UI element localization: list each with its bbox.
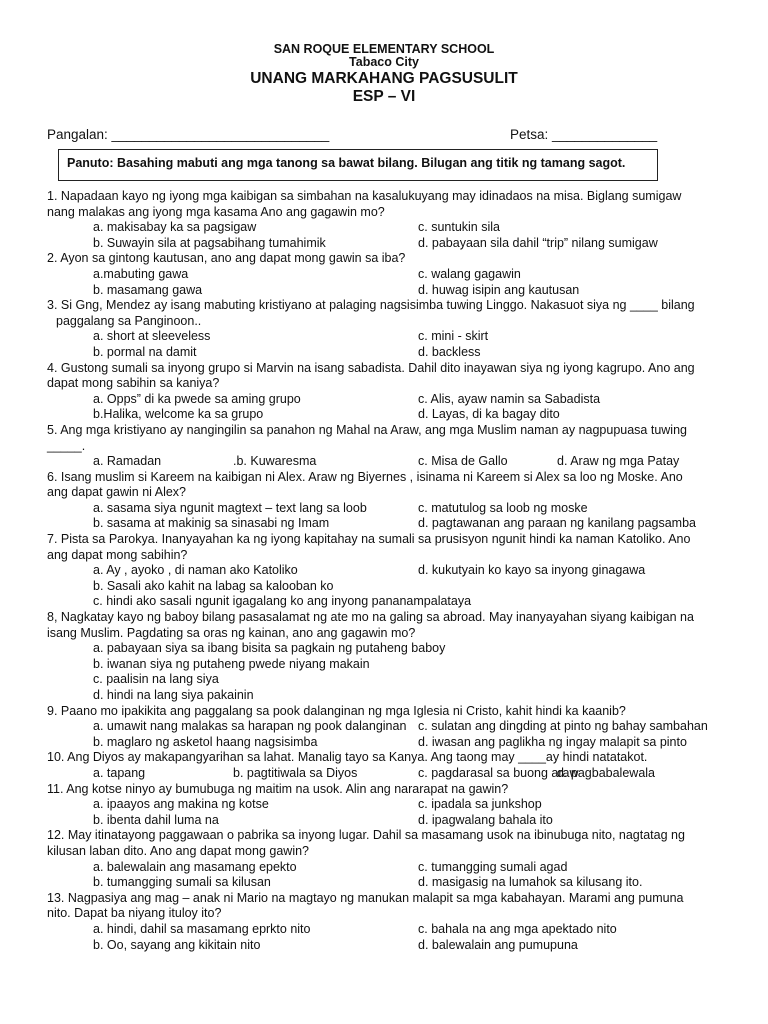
answer-option[interactable]: a. Opps” di ka pwede sa aming grupo	[93, 391, 301, 406]
answer-option[interactable]: c. hindi ako sasali ngunit igagalang ko ang inyong pananampalataya	[93, 594, 472, 609]
answer-option[interactable]: b. sasama at makinig sa sinasabi ng Imam	[93, 516, 330, 531]
answer-option[interactable]: c. pagdarasal sa buong araw	[418, 765, 579, 780]
answer-option[interactable]: c. sulatan ang dingding at pinto ng bahay sambahan	[418, 719, 708, 734]
answer-option[interactable]: b. ibenta dahil luma na	[93, 812, 219, 827]
answer-option[interactable]: b. Suwayin sila at pagsabihang tumahimik	[93, 235, 326, 250]
question-text: 10. Ang Diyos ay makapangyarihan sa lahat. Manalig tayo sa Kanya. Ang taong may ____ay hindi natatakot.	[47, 750, 648, 765]
answer-option[interactable]: c. ipadala sa junkshop	[418, 797, 542, 812]
question-text: dapat mong sabihin sa kaniya?	[47, 376, 220, 391]
answer-option[interactable]: c. bahala na ang mga apektado nito	[418, 921, 617, 936]
answer-option[interactable]: c. mini - skirt	[418, 329, 489, 344]
answer-option[interactable]: c. suntukin sila	[418, 220, 500, 235]
exam-header	[0, 42, 768, 105]
question-item	[47, 361, 747, 423]
answer-option[interactable]: d. masigasig na lumahok sa kilusang ito.	[418, 875, 643, 890]
answer-option[interactable]: a. tapang	[93, 765, 146, 780]
answer-option[interactable]: d. Layas, di ka bagay dito	[418, 407, 560, 422]
question-item	[47, 782, 747, 829]
answer-option[interactable]: a. hindi, dahil sa masamang eprkto nito	[93, 921, 311, 936]
question-text: 5. Ang mga kristiyano ay nangingilin sa panahon ng Mahal na Araw, ang mga Muslim naman ay nagpupuasa tuwing	[47, 422, 687, 437]
answer-option[interactable]: a. makisabay ka sa pagsigaw	[93, 220, 257, 235]
answer-option[interactable]: b. tumangging sumali sa kilusan	[93, 875, 271, 890]
answer-option[interactable]: d. huwag isipin ang kautusan	[418, 282, 580, 297]
answer-option[interactable]: d. pabayaan sila dahil “trip” nilang sumigaw	[418, 235, 658, 250]
answer-option[interactable]: d. kukutyain ko kayo sa inyong ginagawa	[418, 563, 646, 578]
answer-option[interactable]: d. pagbabalewala	[557, 765, 655, 780]
answer-option[interactable]: c. Misa de Gallo	[418, 454, 508, 469]
question-item	[47, 470, 747, 532]
question-text: 7. Pista sa Parokya. Inanyayahan ka ng iyong kapitahay na sumali sa prusisyon ngunit hindi ka naman Katoliko. Ano	[47, 532, 691, 547]
answer-option[interactable]: c. matutulog sa loob ng moske	[418, 500, 588, 515]
question-text: 4. Gustong sumali sa inyong grupo si Marvin na isang sabadista. Dahil dito inayawan siya ng iyong kagrupo. Ano ang	[47, 360, 695, 375]
instructions-text: Panuto: Basahing mabuti ang mga tanong sa bawat bilang. Bilugan ang titik ng tamang sagot.	[67, 156, 626, 170]
answer-option[interactable]: b. maglaro ng asketol haang nagsisimba	[93, 734, 318, 749]
question-text: isang Muslim. Pagdating sa oras ng kainan, ano ang gagawin mo?	[47, 625, 416, 640]
answer-option[interactable]: a. short at sleeveless	[93, 329, 211, 344]
answer-option[interactable]: a. sasama siya ngunit magtext – text lang sa loob	[93, 500, 367, 515]
answer-option[interactable]: a. Ay , ayoko , di naman ako Katoliko	[93, 563, 298, 578]
date-field[interactable]: Petsa: ______________	[510, 127, 658, 142]
answer-option[interactable]: d. balewalain ang pumupuna	[418, 937, 578, 952]
question-text: kilusan laban dito. Ano ang dapat mong gawin?	[47, 843, 309, 858]
question-text: 9. Paano mo ipakikita ang paggalang sa pook dalanginan ng mga Iglesia ni Cristo, kahit hindi ka kaanib?	[47, 703, 626, 718]
question-text: nang malakas ang iyong mga kasama Ano ang gagawin mo?	[47, 204, 385, 219]
answer-option[interactable]: a. Ramadan	[93, 454, 162, 469]
question-item	[47, 750, 747, 781]
answer-option[interactable]: d. backless	[418, 344, 481, 359]
question-item	[47, 532, 747, 610]
answer-option[interactable]: d. hindi na lang siya pakainin	[93, 688, 254, 702]
answer-option[interactable]: b. Oo, sayang ang kikitain nito	[93, 937, 261, 952]
answer-option[interactable]: b. masamang gawa	[93, 282, 203, 297]
answer-option[interactable]: a. ipaayos ang makina ng kotse	[93, 797, 269, 812]
name-field[interactable]: Pangalan: _____________________________	[47, 127, 330, 142]
question-list	[47, 189, 747, 953]
school-city: Tabaco City	[349, 55, 419, 69]
answer-option[interactable]: a. balewalain ang masamang epekto	[93, 859, 297, 874]
question-text: 1. Napadaan kayo ng iyong mga kaibigan sa simbahan na kasalukuyang may idinadaos na misa. Biglang sumigaw	[47, 189, 682, 203]
answer-option[interactable]: a.mabuting gawa	[93, 266, 189, 281]
question-item	[47, 891, 747, 953]
answer-option[interactable]: b. iwanan siya ng putaheng pwede niyang makain	[93, 656, 370, 671]
answer-option[interactable]: d. ipagwalang bahala ito	[418, 812, 553, 827]
question-text: nito. Dapat ba niyang ituloy ito?	[47, 906, 222, 921]
answer-option[interactable]: d. pagtawanan ang paraan ng kanilang pagsamba	[418, 516, 696, 531]
question-text: 8, Nagkatay kayo ng baboy bilang pasasalamat ng ate mo na galing sa abroad. May inanyayahan siyang kaibigan na	[47, 610, 694, 625]
answer-option[interactable]: a. pabayaan siya sa ibang bisita sa pagkain ng putaheng baboy	[93, 641, 446, 656]
question-text: 3. Si Gng, Mendez ay isang mabuting kristiyano at palaging nagsisimba tuwing Linggo. Nakasuot siya ng ____ bilang	[47, 298, 695, 313]
answer-option[interactable]: b. Sasali ako kahit na labag sa kalooban ko	[93, 578, 334, 593]
question-text: _____.	[47, 438, 86, 453]
question-item	[47, 423, 747, 470]
answer-option[interactable]: b. pagtitiwala sa Diyos	[233, 765, 358, 780]
question-item	[47, 610, 747, 704]
answer-option[interactable]: b.Halika, welcome ka sa grupo	[93, 407, 264, 422]
answer-option[interactable]: c. walang gagawin	[418, 266, 521, 281]
test-title: UNANG MARKAHANG PAGSUSULIT	[250, 70, 518, 87]
subject-title: ESP – VI	[352, 88, 416, 105]
question-text: 12. May itinatayong paggawaan o pabrika sa inyong lugar. Dahil sa masamang usok na ibinubuga nito, nagtatag ng	[47, 828, 685, 843]
answer-option[interactable]: c. paalisin na lang siya	[93, 672, 219, 687]
question-item	[47, 251, 747, 298]
school-name: SAN ROQUE ELEMENTARY SCHOOL	[273, 42, 495, 56]
question-item	[47, 298, 747, 360]
answer-option[interactable]: d. Araw ng mga Patay	[557, 454, 680, 469]
question-text: 11. Ang kotse ninyo ay bumubuga ng maitim na usok. Alin ang nararapat na gawin?	[47, 781, 509, 796]
question-text: 2. Ayon sa gintong kautusan, ano ang dapat mong gawin sa iba?	[47, 251, 406, 266]
answer-option[interactable]: a. umawit nang malakas sa harapan ng pook dalanginan	[93, 719, 407, 734]
question-text: ang dapat gawin ni Alex?	[47, 485, 186, 500]
answer-option[interactable]: .b. Kuwaresma	[233, 454, 317, 469]
instructions-box	[58, 149, 658, 181]
answer-option[interactable]: b. pormal na damit	[93, 344, 197, 359]
answer-option[interactable]: c. tumangging sumali agad	[418, 859, 568, 874]
answer-option[interactable]: d. iwasan ang paglikha ng ingay malapit sa pinto	[418, 734, 687, 749]
question-text: 13. Nagpasiya ang mag – anak ni Mario na magtayo ng manukan malapit sa mga kabahayan. Marami ang pumuna	[47, 890, 684, 905]
question-item	[47, 704, 747, 751]
question-item	[47, 189, 747, 251]
question-text: 6. Isang muslim si Kareem na kaibigan ni Alex. Araw ng Biyernes , isinama ni Kareem si Alex sa loo ng Moske. Ano	[47, 469, 683, 484]
question-text: paggalang sa Panginoon..	[56, 313, 202, 328]
question-text: ang dapat mong sabihin?	[47, 547, 188, 562]
answer-option[interactable]: c. Alis, ayaw namin sa Sabadista	[418, 391, 601, 406]
question-item	[47, 828, 747, 890]
